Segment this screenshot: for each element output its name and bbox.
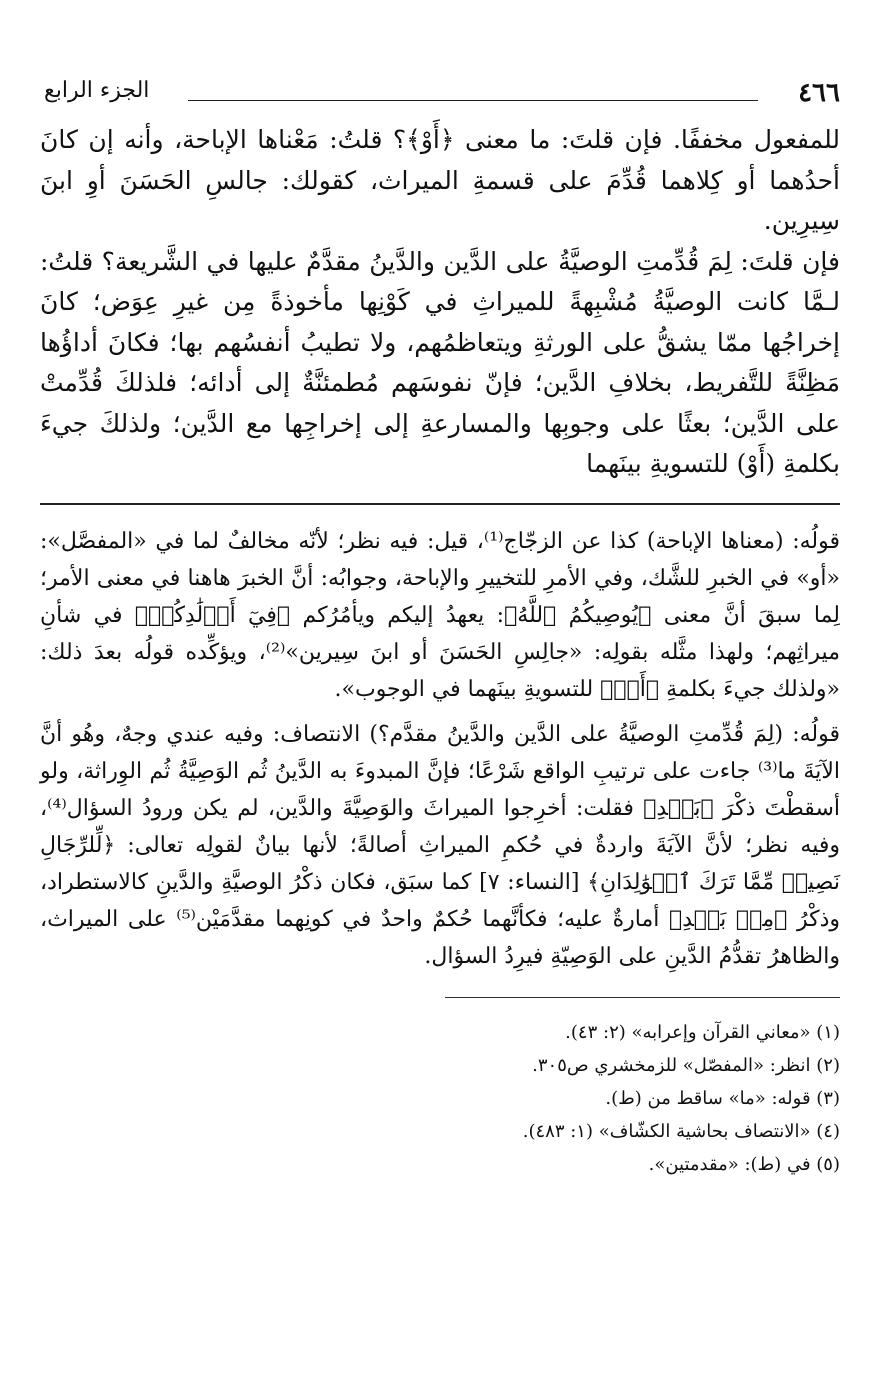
page-header xyxy=(40,60,840,110)
footnotes xyxy=(40,1016,840,1181)
commentary-paragraph: قولُه: (معناها الإباحة) كذا عن الزجّاج⁽¹⁾، قيل: فيه نظر؛ لأنّه مخالفٌ لما في «المفصَّل»: «أو» في الخبرِ للشَّك، وفي الأمرِ للتخييرِ والإباحة، وجوابُه: أنَّ الخبرَ هاهنا في معنى الأمر؛ لِما سبقَ أنَّ معنى ﴿يُوصِيكُمُ ٱللَّهُ﴾: يعهدُ إليكم ويأمُرُكم ﴿فِيٓ أَوۡلَٰدِكُمۡ﴾ في شأنِ ميراثِهم؛ ولهذا مثَّله بقولِه: «جالِسِ الحَسَنَ أو ابنَ سِيرين»⁽²⁾، ويؤكِّده قولُه بعدَ ذلك: «ولذلك جيءَ بكلمةِ ﴿أَوۡ﴾ للتسويةِ بينَهما في الوجوب». xyxy=(40,528,841,702)
main-paragraph: للمفعول مخففًا. فإن قلتَ: ما معنى ﴿أَوْ﴾؟ قلتُ: مَعْناها الإباحة، وأنه إن كانَ أحدُهما أو كِلاهما قُدِّمَ على قسمةِ الميراث، كقولك: جالسِ الحَسَنَ أوِ ابنَ سِيرِين. xyxy=(40,125,840,235)
footnote: (٥) في (ط): «مقدمتين». xyxy=(648,1153,840,1175)
main-divider xyxy=(40,503,840,505)
main-paragraph: فإن قلتَ: لِمَ قُدِّمتِ الوصيَّةُ على الدَّين والدَّينُ مقدَّمٌ عليها في الشَّريعة؟ قلتُ: لـمَّا كانت الوصيَّةُ مُشْبِهةً للميراثِ في كَوْنِها مأخوذةً مِن غيرِ عِوَض؛ كانَ إخراجُها ممّا يشقُّ على الورثةِ ويتعاظمُهم، ولا تطيبُ أنفسُهم بها؛ فكانَ أداؤُها مَظِنَّةً للتَّفريط، بخلافِ الدَّين؛ فإنّ نفوسَهم مُطمئنَّةٌ إلى أدائه؛ فلذلكَ قُدِّمتْ على الدَّين؛ بعثًا على وجوبِها والمسارعةِ إلى إخراجِها مع الدَّين؛ ولذلكَ جيءَ بكلمةِ (أَوْ) للتسويةِ بينَهما xyxy=(40,246,840,478)
footnote: (٣) قوله: «ما» ساقط من (ط). xyxy=(605,1087,840,1109)
header-rule xyxy=(188,100,758,101)
page-number: ٤٦٦ xyxy=(798,78,840,108)
footnote: (٤) «الانتصاف بحاشية الكشّاف» (١: ٤٨٣). xyxy=(522,1120,840,1142)
footnote: (١) «معاني القرآن وإعرابه» (٢: ٤٣). xyxy=(565,1021,840,1043)
commentary-paragraph: قولُه: (لِمَ قُدِّمتِ الوصيَّةُ على الدَّين والدَّينُ مقدَّم؟) الانتصاف: وفيه عندي وجهٌ، وهُو أنَّ الآيَةَ ما⁽³⁾ جاءت على ترتيبِ الواقع شَرْعًا؛ فإنَّ المبدوءَ به الدَّينُ ثُم الوَصِيَّةُ ثُم الوِراثة، ولو أسقطْتَ ذكْرَ ﴿بَعۡدِ﴾ فقلت: أخرِجوا الميراثَ والوَصِيَّةَ والدَّين، لم يكن ورودُ السؤال⁽⁴⁾، وفيه نظر؛ لأنَّ الآيَةَ واردةٌ في حُكمِ الميراثِ أصالةً؛ لأنها بيانٌ لقولِه تعالى: ﴿لِّلرِّجَالِ نَصِيبٞ مِّمَّا تَرَكَ ٱلۡوَٰلِدَانِ﴾ [النساء: ٧] كما سبَق، فكان ذكْرُ الوصيَّةِ والدَّينِ كالاستطراد، وذكْرُ ﴿مِنۢ بَعۡدِ﴾ أمارةٌ عليه؛ فكأنَّهما حُكمٌ واحدٌ في كونِهما مقدَّمَيْن⁽⁵⁾ على الميراث، والظاهرُ تقدُّمُ الدَّينِ على الوَصِيّةِ فيرِدُ السؤال. xyxy=(40,721,841,969)
footnote-rule xyxy=(445,997,840,998)
footnote: (٢) انظر: «المفصّل» للزمخشري ص٣٠٥. xyxy=(532,1054,840,1076)
commentary xyxy=(40,523,840,975)
book-page xyxy=(40,60,840,1360)
running-title: الجزء الرابع xyxy=(44,78,150,103)
main-text xyxy=(40,120,840,485)
